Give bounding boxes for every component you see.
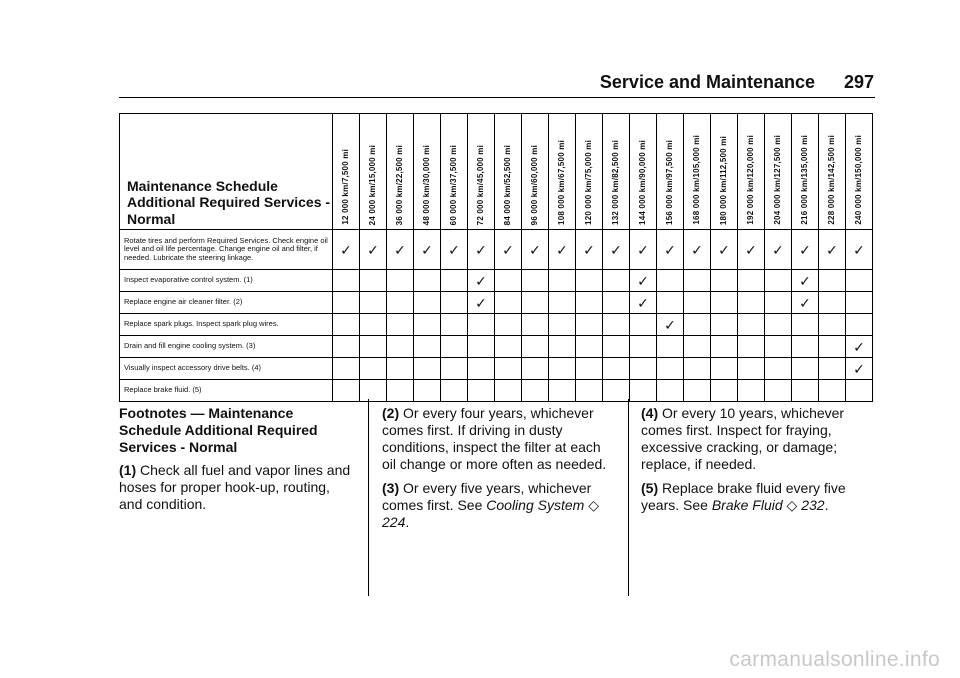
cooling-system-link[interactable]: Cooling System (486, 497, 585, 513)
interval-column-header (657, 114, 684, 230)
empty-cell (711, 314, 738, 336)
empty-cell (576, 380, 603, 402)
check-mark-icon: ✓ (711, 230, 738, 270)
interval-label: 24 000 km/15,000 mi (368, 144, 377, 225)
empty-cell (522, 314, 549, 336)
page-header (0, 0, 960, 100)
footnote-text: Check all fuel and vapor lines and hoses for proper hook-up, routing, and condition. (119, 462, 351, 512)
interval-column-header (711, 114, 738, 230)
empty-cell (333, 314, 360, 336)
interval-label: 144 000 km/90,000 mi (638, 140, 647, 225)
interval-label: 168 000 km/105,000 mi (692, 135, 701, 225)
empty-cell (657, 358, 684, 380)
check-mark-icon: ✓ (630, 270, 657, 292)
empty-cell (414, 380, 441, 402)
check-mark-icon: ✓ (738, 230, 765, 270)
empty-cell (360, 336, 387, 358)
empty-cell (360, 380, 387, 402)
brake-fluid-link[interactable]: Brake Fluid (711, 497, 783, 513)
empty-cell (441, 270, 468, 292)
empty-cell (441, 336, 468, 358)
empty-cell (819, 270, 846, 292)
interval-label: 204 000 km/127,500 mi (773, 135, 782, 225)
header-rule (119, 97, 875, 98)
empty-cell (711, 358, 738, 380)
table-row (120, 358, 873, 380)
empty-cell (333, 358, 360, 380)
empty-cell (765, 358, 792, 380)
footnote-number: (4) (641, 405, 659, 421)
empty-cell (630, 358, 657, 380)
service-task: Replace brake fluid. (5) (120, 380, 333, 402)
empty-cell (495, 270, 522, 292)
footnote-number: (2) (382, 405, 400, 421)
empty-cell (630, 314, 657, 336)
empty-cell (576, 270, 603, 292)
empty-cell (549, 380, 576, 402)
empty-cell (819, 292, 846, 314)
interval-column-header (414, 114, 441, 230)
service-task: Drain and fill engine cooling system. (3) (120, 336, 333, 358)
page-ref-number[interactable]: 224 (382, 514, 406, 530)
footnote-2 (382, 405, 618, 473)
interval-column-header (819, 114, 846, 230)
footnote-text: Replace brake fluid every five years. See (641, 480, 846, 513)
interval-column-header (441, 114, 468, 230)
empty-cell (792, 358, 819, 380)
empty-cell (360, 358, 387, 380)
empty-cell (333, 336, 360, 358)
empty-cell (684, 358, 711, 380)
empty-cell (603, 314, 630, 336)
empty-cell (414, 314, 441, 336)
footnotes-column-2 (382, 405, 618, 538)
empty-cell (468, 380, 495, 402)
empty-cell (765, 380, 792, 402)
empty-cell (657, 292, 684, 314)
check-mark-icon: ✓ (630, 292, 657, 314)
interval-column-header (765, 114, 792, 230)
watermark: carmanualsonline.info (729, 648, 940, 671)
footnote-text: Or every four years, whichever comes first. If driving in dusty conditions, inspect the filter at each oil change or more often as needed. (382, 405, 607, 472)
interval-column-header (333, 114, 360, 230)
empty-cell (819, 380, 846, 402)
footnotes-column-3 (641, 405, 871, 521)
footnote-4 (641, 405, 871, 473)
interval-column-header (738, 114, 765, 230)
page-ref-arrow-icon: ◇ (588, 497, 599, 513)
table-body (120, 230, 873, 402)
empty-cell (468, 314, 495, 336)
service-task: Visually inspect accessory drive belts. (4) (120, 358, 333, 380)
empty-cell (846, 314, 873, 336)
interval-label: 84 000 km/52,500 mi (503, 144, 512, 225)
empty-cell (792, 380, 819, 402)
empty-cell (630, 380, 657, 402)
empty-cell (522, 292, 549, 314)
interval-label: 12 000 km/7,500 mi (341, 149, 350, 225)
footnote-1 (119, 462, 357, 513)
empty-cell (819, 314, 846, 336)
empty-cell (495, 292, 522, 314)
interval-column-header (522, 114, 549, 230)
interval-label: 228 000 km/142,500 mi (827, 135, 836, 225)
check-mark-icon: ✓ (792, 292, 819, 314)
empty-cell (738, 292, 765, 314)
empty-cell (684, 380, 711, 402)
empty-cell (603, 270, 630, 292)
check-mark-icon: ✓ (549, 230, 576, 270)
check-mark-icon: ✓ (846, 358, 873, 380)
interval-column-header (630, 114, 657, 230)
empty-cell (846, 380, 873, 402)
empty-cell (711, 292, 738, 314)
empty-cell (360, 292, 387, 314)
interval-column-header (360, 114, 387, 230)
interval-column-header (387, 114, 414, 230)
interval-label: 156 000 km/97,500 mi (665, 140, 674, 225)
empty-cell (738, 314, 765, 336)
empty-cell (549, 292, 576, 314)
empty-cell (630, 336, 657, 358)
table-row (120, 314, 873, 336)
empty-cell (441, 292, 468, 314)
empty-cell (414, 270, 441, 292)
footnote-number: (1) (119, 462, 137, 478)
empty-cell (684, 292, 711, 314)
empty-cell (657, 336, 684, 358)
empty-cell (846, 270, 873, 292)
empty-cell (792, 336, 819, 358)
empty-cell (738, 380, 765, 402)
check-mark-icon: ✓ (792, 230, 819, 270)
empty-cell (387, 336, 414, 358)
interval-column-header (468, 114, 495, 230)
maintenance-schedule-table (119, 113, 873, 402)
interval-label: 108 000 km/67,500 mi (557, 140, 566, 225)
interval-column-header (846, 114, 873, 230)
empty-cell (414, 292, 441, 314)
empty-cell (549, 336, 576, 358)
empty-cell (792, 314, 819, 336)
empty-cell (711, 336, 738, 358)
check-mark-icon: ✓ (522, 230, 549, 270)
empty-cell (603, 292, 630, 314)
footnotes-heading: Footnotes — Maintenance Schedule Additional Required Services - Normal (119, 405, 318, 455)
footnote-number: (5) (641, 480, 659, 496)
table-row (120, 270, 873, 292)
empty-cell (846, 292, 873, 314)
check-mark-icon: ✓ (684, 230, 711, 270)
interval-column-header (576, 114, 603, 230)
empty-cell (765, 314, 792, 336)
empty-cell (360, 270, 387, 292)
check-mark-icon: ✓ (468, 230, 495, 270)
empty-cell (387, 314, 414, 336)
empty-cell (414, 336, 441, 358)
empty-cell (495, 358, 522, 380)
footnote-text: Or every 10 years, whichever comes first. Inspect for fraying, excessive cracking, or damage; replace, if needed. (641, 405, 845, 472)
column-divider (368, 399, 369, 596)
check-mark-icon: ✓ (846, 230, 873, 270)
service-task: Replace spark plugs. Inspect spark plug wires. (120, 314, 333, 336)
page-number: 297 (843, 72, 874, 92)
empty-cell (738, 270, 765, 292)
empty-cell (468, 336, 495, 358)
check-mark-icon: ✓ (333, 230, 360, 270)
empty-cell (657, 270, 684, 292)
empty-cell (333, 292, 360, 314)
table-row (120, 380, 873, 402)
table-row (120, 336, 873, 358)
empty-cell (684, 314, 711, 336)
interval-label: 120 000 km/75,000 mi (584, 140, 593, 225)
interval-column-header (495, 114, 522, 230)
empty-cell (711, 380, 738, 402)
check-mark-icon: ✓ (630, 230, 657, 270)
footnote-text: Or every five years, whichever comes first. See (382, 480, 592, 513)
empty-cell (522, 270, 549, 292)
check-mark-icon: ✓ (846, 336, 873, 358)
interval-label: 192 000 km/120,000 mi (746, 135, 755, 225)
empty-cell (576, 292, 603, 314)
empty-cell (360, 314, 387, 336)
empty-cell (549, 270, 576, 292)
section-title: Service and Maintenance (599, 72, 815, 92)
check-mark-icon: ✓ (495, 230, 522, 270)
empty-cell (495, 314, 522, 336)
empty-cell (387, 358, 414, 380)
service-task: Inspect evaporative control system. (1) (120, 270, 333, 292)
table-row (120, 292, 873, 314)
check-mark-icon: ✓ (765, 230, 792, 270)
service-task: Replace engine air cleaner filter. (2) (120, 292, 333, 314)
empty-cell (495, 336, 522, 358)
interval-column-header (792, 114, 819, 230)
empty-cell (441, 380, 468, 402)
table-row (120, 230, 873, 270)
footnote-end: . (405, 514, 410, 530)
empty-cell (522, 380, 549, 402)
empty-cell (765, 292, 792, 314)
interval-label: 60 000 km/37,500 mi (449, 144, 458, 225)
empty-cell (738, 358, 765, 380)
check-mark-icon: ✓ (603, 230, 630, 270)
empty-cell (819, 336, 846, 358)
empty-cell (738, 336, 765, 358)
check-mark-icon: ✓ (414, 230, 441, 270)
table-title: Maintenance Schedule Additional Required Services - Normal (120, 114, 333, 230)
empty-cell (684, 336, 711, 358)
empty-cell (522, 358, 549, 380)
service-task: Rotate tires and perform Required Services. Check engine oil level and oil life percentage. Change engine oil and filter, if needed. Lubricate the steering linkage. (120, 230, 333, 270)
footnote-end: . (824, 497, 829, 513)
empty-cell (414, 358, 441, 380)
empty-cell (522, 336, 549, 358)
footnote-3 (382, 480, 618, 531)
interval-label: 96 000 km/60,000 mi (530, 144, 539, 225)
interval-label: 132 000 km/82,500 mi (611, 140, 620, 225)
footnote-5 (641, 480, 871, 514)
check-mark-icon: ✓ (657, 314, 684, 336)
empty-cell (441, 358, 468, 380)
interval-column-header (603, 114, 630, 230)
empty-cell (819, 358, 846, 380)
interval-label: 48 000 km/30,000 mi (422, 144, 431, 225)
empty-cell (576, 336, 603, 358)
check-mark-icon: ✓ (441, 230, 468, 270)
empty-cell (387, 380, 414, 402)
interval-column-header (684, 114, 711, 230)
table-header-row (120, 114, 873, 230)
check-mark-icon: ✓ (387, 230, 414, 270)
page-ref-number[interactable]: 232 (801, 497, 825, 513)
empty-cell (765, 270, 792, 292)
empty-cell (387, 270, 414, 292)
check-mark-icon: ✓ (468, 270, 495, 292)
empty-cell (765, 336, 792, 358)
empty-cell (603, 358, 630, 380)
interval-label: 180 000 km/112,500 mi (719, 135, 728, 225)
check-mark-icon: ✓ (792, 270, 819, 292)
footnotes-column-1 (119, 405, 357, 520)
page-ref-arrow-icon: ◇ (786, 497, 798, 513)
interval-label: 36 000 km/22,500 mi (395, 144, 404, 225)
empty-cell (576, 358, 603, 380)
check-mark-icon: ✓ (360, 230, 387, 270)
empty-cell (468, 358, 495, 380)
empty-cell (576, 314, 603, 336)
check-mark-icon: ✓ (657, 230, 684, 270)
check-mark-icon: ✓ (468, 292, 495, 314)
empty-cell (657, 380, 684, 402)
footnote-number: (3) (382, 480, 400, 496)
interval-column-header (549, 114, 576, 230)
empty-cell (495, 380, 522, 402)
check-mark-icon: ✓ (576, 230, 603, 270)
empty-cell (387, 292, 414, 314)
empty-cell (333, 270, 360, 292)
column-divider (628, 399, 629, 596)
check-mark-icon: ✓ (819, 230, 846, 270)
empty-cell (684, 270, 711, 292)
interval-label: 216 000 km/135,000 mi (800, 135, 809, 225)
empty-cell (549, 314, 576, 336)
interval-label: 240 000 km/150,000 mi (854, 135, 863, 225)
empty-cell (549, 358, 576, 380)
interval-label: 72 000 km/45,000 mi (476, 144, 485, 225)
empty-cell (441, 314, 468, 336)
empty-cell (711, 270, 738, 292)
empty-cell (603, 380, 630, 402)
empty-cell (603, 336, 630, 358)
empty-cell (333, 380, 360, 402)
